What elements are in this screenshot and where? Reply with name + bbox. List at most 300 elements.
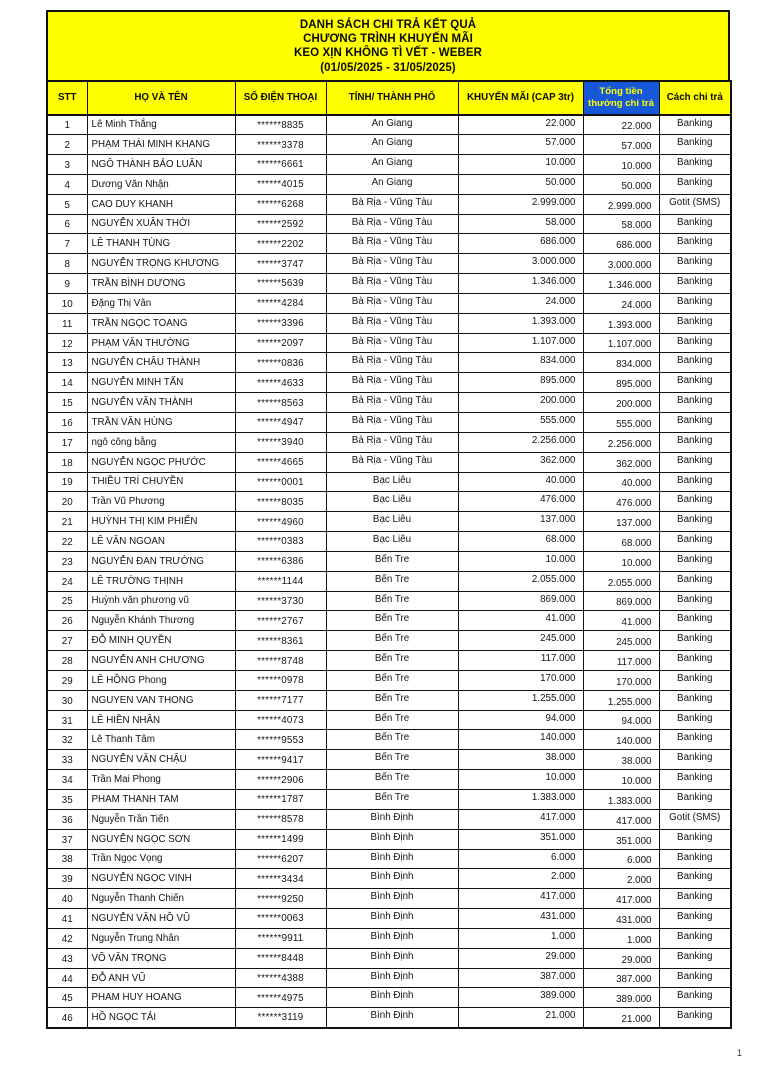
cell-province: Bình Định [326, 849, 458, 869]
cell-name: Trần Vũ Phương [87, 492, 235, 512]
cell-promo: 417.000 [458, 889, 583, 909]
cell-phone: ******2592 [235, 214, 326, 234]
cell-stt: 28 [47, 651, 87, 671]
cell-total: 10.000 [583, 770, 659, 790]
cell-stt: 40 [47, 889, 87, 909]
cell-name: Trần Mai Phong [87, 770, 235, 790]
table-row [47, 551, 731, 571]
cell-method: Banking [659, 274, 731, 294]
cell-method: Banking [659, 155, 731, 175]
cell-name: HỒ NGỌC TẢI [87, 1008, 235, 1028]
cell-total: 29.000 [583, 948, 659, 968]
cell-province: An Giang [326, 115, 458, 135]
cell-total: 6.000 [583, 849, 659, 869]
table-row [47, 274, 731, 294]
cell-total: 351.000 [583, 829, 659, 849]
cell-name: TRẦN BÌNH DƯƠNG [87, 274, 235, 294]
cell-method: Banking [659, 492, 731, 512]
cell-phone: ******8361 [235, 631, 326, 651]
cell-name: VÕ VĂN TRỌNG [87, 948, 235, 968]
cell-stt: 46 [47, 1008, 87, 1028]
cell-province: Bà Rịa - Vũng Tàu [326, 412, 458, 432]
cell-province: Bà Rịa - Vũng Tàu [326, 194, 458, 214]
column-header-stt: STT [47, 81, 87, 115]
cell-name: TRẦN VĂN HÙNG [87, 412, 235, 432]
cell-phone: ******3378 [235, 135, 326, 155]
cell-province: An Giang [326, 174, 458, 194]
cell-province: Bến Tre [326, 571, 458, 591]
cell-method: Banking [659, 373, 731, 393]
cell-province: Bến Tre [326, 770, 458, 790]
cell-name: Nguyễn Thanh Chiến [87, 889, 235, 909]
cell-promo: 170.000 [458, 670, 583, 690]
cell-promo: 94.000 [458, 710, 583, 730]
cell-province: Bến Tre [326, 790, 458, 810]
cell-stt: 43 [47, 948, 87, 968]
cell-promo: 2.055.000 [458, 571, 583, 591]
cell-promo: 58.000 [458, 214, 583, 234]
cell-promo: 21.000 [458, 1008, 583, 1028]
cell-total: 2.256.000 [583, 432, 659, 452]
cell-phone: ******8748 [235, 651, 326, 671]
cell-promo: 140.000 [458, 730, 583, 750]
cell-name: Nguyễn Trung Nhân [87, 928, 235, 948]
cell-total: 2.000 [583, 869, 659, 889]
table-row [47, 512, 731, 532]
cell-total: 137.000 [583, 512, 659, 532]
cell-method: Banking [659, 829, 731, 849]
cell-stt: 25 [47, 591, 87, 611]
cell-name: Nguyễn Khánh Thương [87, 611, 235, 631]
cell-method: Banking [659, 670, 731, 690]
table-row [47, 254, 731, 274]
cell-stt: 23 [47, 551, 87, 571]
cell-phone: ******3747 [235, 254, 326, 274]
cell-stt: 20 [47, 492, 87, 512]
cell-province: Bạc Liêu [326, 512, 458, 532]
cell-province: Bình Định [326, 809, 458, 829]
cell-name: HUỲNH THỊ KIM PHIẾN [87, 512, 235, 532]
cell-name: LÊ VĂN NGOAN [87, 532, 235, 552]
table-row [47, 690, 731, 710]
cell-promo: 389.000 [458, 988, 583, 1008]
cell-method: Banking [659, 452, 731, 472]
cell-name: ĐỖ MINH QUYỀN [87, 631, 235, 651]
cell-promo: 41.000 [458, 611, 583, 631]
cell-promo: 40.000 [458, 472, 583, 492]
cell-promo: 1.393.000 [458, 313, 583, 333]
cell-total: 38.000 [583, 750, 659, 770]
table-row [47, 373, 731, 393]
cell-stt: 38 [47, 849, 87, 869]
table-row [47, 869, 731, 889]
cell-total: 170.000 [583, 670, 659, 690]
cell-name: Dương Văn Nhận [87, 174, 235, 194]
cell-total: 2.999.000 [583, 194, 659, 214]
table-row [47, 571, 731, 591]
cell-total: 24.000 [583, 293, 659, 313]
cell-phone: ******9911 [235, 928, 326, 948]
cell-total: 50.000 [583, 174, 659, 194]
cell-province: Bà Rịa - Vũng Tàu [326, 373, 458, 393]
cell-total: 417.000 [583, 809, 659, 829]
cell-stt: 35 [47, 790, 87, 810]
table-row [47, 809, 731, 829]
cell-phone: ******2906 [235, 770, 326, 790]
cell-stt: 37 [47, 829, 87, 849]
cell-name: TRẦN NGỌC TOANG [87, 313, 235, 333]
table-row [47, 611, 731, 631]
cell-promo: 387.000 [458, 968, 583, 988]
cell-province: Bà Rịa - Vũng Tàu [326, 234, 458, 254]
table-row [47, 194, 731, 214]
cell-method: Banking [659, 293, 731, 313]
cell-name: Lê Thanh Tâm [87, 730, 235, 750]
table-row [47, 452, 731, 472]
column-header-method: Cách chi trả [659, 81, 731, 115]
cell-promo: 2.000 [458, 869, 583, 889]
cell-total: 1.255.000 [583, 690, 659, 710]
cell-phone: ******4388 [235, 968, 326, 988]
cell-name: NGUYỄN TRỌNG KHƯƠNG [87, 254, 235, 274]
report-title [46, 10, 730, 82]
cell-province: Bến Tre [326, 670, 458, 690]
cell-total: 57.000 [583, 135, 659, 155]
cell-province: Bà Rịa - Vũng Tàu [326, 353, 458, 373]
table-row [47, 591, 731, 611]
cell-name: PHAM HUY HOANG [87, 988, 235, 1008]
cell-total: 476.000 [583, 492, 659, 512]
table-row [47, 670, 731, 690]
table-row [47, 849, 731, 869]
table-row [47, 631, 731, 651]
cell-total: 2.055.000 [583, 571, 659, 591]
cell-phone: ******3940 [235, 432, 326, 452]
cell-province: Bà Rịa - Vũng Tàu [326, 214, 458, 234]
cell-stt: 6 [47, 214, 87, 234]
cell-stt: 39 [47, 869, 87, 889]
cell-province: Bến Tre [326, 690, 458, 710]
table-row [47, 988, 731, 1008]
cell-promo: 6.000 [458, 849, 583, 869]
cell-method: Banking [659, 611, 731, 631]
cell-stt: 21 [47, 512, 87, 532]
table-row [47, 333, 731, 353]
cell-name: NGUYỄN NGỌC PHƯỚC [87, 452, 235, 472]
column-header-province: TỈNH/ THÀNH PHỐ [326, 81, 458, 115]
cell-province: Bạc Liêu [326, 532, 458, 552]
cell-promo: 200.000 [458, 393, 583, 413]
cell-total: 1.346.000 [583, 274, 659, 294]
cell-province: Bà Rịa - Vũng Tàu [326, 293, 458, 313]
cell-total: 140.000 [583, 730, 659, 750]
column-header-name: HỌ VÀ TÊN [87, 81, 235, 115]
cell-method: Banking [659, 472, 731, 492]
cell-province: Bình Định [326, 909, 458, 929]
cell-total: 22.000 [583, 115, 659, 135]
cell-phone: ******1787 [235, 790, 326, 810]
cell-total: 40.000 [583, 472, 659, 492]
cell-province: Bà Rịa - Vũng Tàu [326, 393, 458, 413]
cell-phone: ******0836 [235, 353, 326, 373]
cell-stt: 5 [47, 194, 87, 214]
report-title-line-4: (01/05/2025 - 31/05/2025) [320, 61, 456, 74]
cell-phone: ******8448 [235, 948, 326, 968]
table-row [47, 155, 731, 175]
cell-phone: ******8835 [235, 115, 326, 135]
cell-stt: 41 [47, 909, 87, 929]
cell-stt: 17 [47, 432, 87, 452]
cell-method: Banking [659, 928, 731, 948]
cell-promo: 362.000 [458, 452, 583, 472]
cell-stt: 12 [47, 333, 87, 353]
cell-total: 362.000 [583, 452, 659, 472]
cell-promo: 38.000 [458, 750, 583, 770]
cell-method: Banking [659, 889, 731, 909]
cell-method: Banking [659, 988, 731, 1008]
cell-method: Banking [659, 174, 731, 194]
cell-phone: ******1144 [235, 571, 326, 591]
cell-method: Banking [659, 790, 731, 810]
cell-total: 895.000 [583, 373, 659, 393]
cell-province: Bình Định [326, 869, 458, 889]
cell-method: Banking [659, 532, 731, 552]
table-row [47, 829, 731, 849]
table-row [47, 432, 731, 452]
cell-name: PHAM THANH TAM [87, 790, 235, 810]
table-row [47, 532, 731, 552]
table-row [47, 115, 731, 135]
cell-stt: 32 [47, 730, 87, 750]
cell-stt: 8 [47, 254, 87, 274]
cell-promo: 2.256.000 [458, 432, 583, 452]
cell-province: Bà Rịa - Vũng Tàu [326, 432, 458, 452]
cell-method: Banking [659, 968, 731, 988]
cell-total: 555.000 [583, 412, 659, 432]
cell-province: Bạc Liêu [326, 472, 458, 492]
cell-stt: 27 [47, 631, 87, 651]
cell-method: Banking [659, 571, 731, 591]
cell-name: NGUYỄN VĂN HỒ VŨ [87, 909, 235, 929]
cell-stt: 18 [47, 452, 87, 472]
cell-stt: 29 [47, 670, 87, 690]
cell-promo: 895.000 [458, 373, 583, 393]
cell-name: NGUYỄN VĂN CHẬU [87, 750, 235, 770]
column-header-total-line2: thưởng chi trả [588, 97, 654, 109]
cell-phone: ******0978 [235, 670, 326, 690]
cell-promo: 24.000 [458, 293, 583, 313]
cell-method: Banking [659, 214, 731, 234]
cell-province: Bến Tre [326, 611, 458, 631]
cell-province: Bà Rịa - Vũng Tàu [326, 333, 458, 353]
cell-promo: 2.999.000 [458, 194, 583, 214]
table-row [47, 790, 731, 810]
cell-total: 1.383.000 [583, 790, 659, 810]
cell-name: NGUYỄN NGỌC VINH [87, 869, 235, 889]
cell-method: Banking [659, 234, 731, 254]
cell-promo: 1.255.000 [458, 690, 583, 710]
cell-phone: ******7177 [235, 690, 326, 710]
cell-promo: 50.000 [458, 174, 583, 194]
cell-method: Banking [659, 948, 731, 968]
cell-name: LÊ HỒNG Phong [87, 670, 235, 690]
cell-total: 10.000 [583, 551, 659, 571]
cell-total: 389.000 [583, 988, 659, 1008]
cell-method: Banking [659, 551, 731, 571]
table-row [47, 710, 731, 730]
cell-promo: 555.000 [458, 412, 583, 432]
cell-stt: 1 [47, 115, 87, 135]
cell-phone: ******9553 [235, 730, 326, 750]
cell-name: NGUYỄN VĂN THÀNH [87, 393, 235, 413]
cell-promo: 117.000 [458, 651, 583, 671]
cell-total: 834.000 [583, 353, 659, 373]
cell-method: Banking [659, 651, 731, 671]
cell-total: 245.000 [583, 631, 659, 651]
cell-promo: 351.000 [458, 829, 583, 849]
report-title-line-3: KEO XỊN KHÔNG TÌ VẾT - WEBER [293, 47, 483, 60]
cell-phone: ******6661 [235, 155, 326, 175]
cell-stt: 3 [47, 155, 87, 175]
cell-total: 686.000 [583, 234, 659, 254]
cell-promo: 68.000 [458, 532, 583, 552]
cell-stt: 34 [47, 770, 87, 790]
cell-name: Nguyễn Trần Tiến [87, 809, 235, 829]
cell-phone: ******4665 [235, 452, 326, 472]
table-row [47, 492, 731, 512]
cell-phone: ******8035 [235, 492, 326, 512]
cell-phone: ******3434 [235, 869, 326, 889]
cell-stt: 9 [47, 274, 87, 294]
cell-province: Bà Rịa - Vũng Tàu [326, 274, 458, 294]
cell-promo: 3.000.000 [458, 254, 583, 274]
cell-name: NGUYỄN MINH TẤN [87, 373, 235, 393]
cell-phone: ******4975 [235, 988, 326, 1008]
cell-name: NGÔ THÀNH BẢO LUÂN [87, 155, 235, 175]
cell-stt: 15 [47, 393, 87, 413]
column-header-total-line1: Tổng tiền [599, 86, 643, 98]
cell-method: Banking [659, 690, 731, 710]
cell-method: Banking [659, 909, 731, 929]
cell-total: 94.000 [583, 710, 659, 730]
cell-total: 1.000 [583, 928, 659, 948]
cell-phone: ******6207 [235, 849, 326, 869]
cell-method: Banking [659, 869, 731, 889]
cell-total: 431.000 [583, 909, 659, 929]
cell-method: Banking [659, 254, 731, 274]
table-row [47, 730, 731, 750]
cell-stt: 10 [47, 293, 87, 313]
cell-stt: 11 [47, 313, 87, 333]
cell-name: Trần Ngọc Vọng [87, 849, 235, 869]
cell-phone: ******6386 [235, 551, 326, 571]
cell-stt: 30 [47, 690, 87, 710]
cell-province: Bến Tre [326, 651, 458, 671]
cell-province: Bình Định [326, 928, 458, 948]
cell-stt: 13 [47, 353, 87, 373]
cell-total: 117.000 [583, 651, 659, 671]
column-header-total [583, 81, 659, 115]
cell-province: Bến Tre [326, 750, 458, 770]
cell-stt: 4 [47, 174, 87, 194]
cell-province: Bà Rịa - Vũng Tàu [326, 452, 458, 472]
column-header-phone: SỐ ĐIỆN THOẠI [235, 81, 326, 115]
cell-phone: ******1499 [235, 829, 326, 849]
cell-promo: 245.000 [458, 631, 583, 651]
cell-promo: 476.000 [458, 492, 583, 512]
cell-name: ĐỖ ANH VŨ [87, 968, 235, 988]
cell-stt: 31 [47, 710, 87, 730]
cell-method: Banking [659, 730, 731, 750]
cell-name: PHẠM VĂN THƯỜNG [87, 333, 235, 353]
cell-name: Huỳnh văn phương vũ [87, 591, 235, 611]
table-row [47, 293, 731, 313]
cell-phone: ******2097 [235, 333, 326, 353]
page-number: 1 [736, 1048, 742, 1058]
cell-method: Banking [659, 412, 731, 432]
cell-stt: 24 [47, 571, 87, 591]
table-row [47, 174, 731, 194]
cell-phone: ******4960 [235, 512, 326, 532]
cell-phone: ******9417 [235, 750, 326, 770]
cell-promo: 834.000 [458, 353, 583, 373]
cell-method: Banking [659, 631, 731, 651]
cell-promo: 22.000 [458, 115, 583, 135]
column-header-promo: KHUYẾN MÃI (CAP 3tr) [458, 81, 583, 115]
table-row [47, 214, 731, 234]
cell-name: Đặng Thị Vân [87, 293, 235, 313]
cell-name: NGUYỄN NGỌC SƠN [87, 829, 235, 849]
cell-total: 417.000 [583, 889, 659, 909]
cell-name: NGUYEN VAN THONG [87, 690, 235, 710]
table-row [47, 135, 731, 155]
cell-method: Banking [659, 432, 731, 452]
cell-phone: ******0383 [235, 532, 326, 552]
cell-method: Banking [659, 313, 731, 333]
cell-province: Bình Định [326, 1008, 458, 1028]
cell-stt: 42 [47, 928, 87, 948]
cell-method: Banking [659, 353, 731, 373]
cell-province: Bà Rịa - Vũng Tàu [326, 313, 458, 333]
table-row [47, 313, 731, 333]
cell-method: Banking [659, 849, 731, 869]
cell-phone: ******4633 [235, 373, 326, 393]
cell-promo: 1.346.000 [458, 274, 583, 294]
cell-promo: 1.000 [458, 928, 583, 948]
cell-promo: 1.107.000 [458, 333, 583, 353]
cell-total: 1.393.000 [583, 313, 659, 333]
cell-phone: ******2202 [235, 234, 326, 254]
cell-promo: 10.000 [458, 155, 583, 175]
cell-stt: 16 [47, 412, 87, 432]
cell-stt: 26 [47, 611, 87, 631]
report-title-line-1: DANH SÁCH CHI TRẢ KẾT QUẢ [299, 19, 477, 31]
table-row [47, 928, 731, 948]
cell-province: Bình Định [326, 948, 458, 968]
cell-promo: 57.000 [458, 135, 583, 155]
cell-total: 387.000 [583, 968, 659, 988]
table-row [47, 353, 731, 373]
cell-phone: ******4015 [235, 174, 326, 194]
cell-method: Banking [659, 135, 731, 155]
cell-stt: 7 [47, 234, 87, 254]
table-row [47, 234, 731, 254]
table-row [47, 968, 731, 988]
cell-promo: 431.000 [458, 909, 583, 929]
cell-name: NGUYỄN XUÂN THỜI [87, 214, 235, 234]
cell-method: Gotit (SMS) [659, 194, 731, 214]
cell-province: An Giang [326, 135, 458, 155]
